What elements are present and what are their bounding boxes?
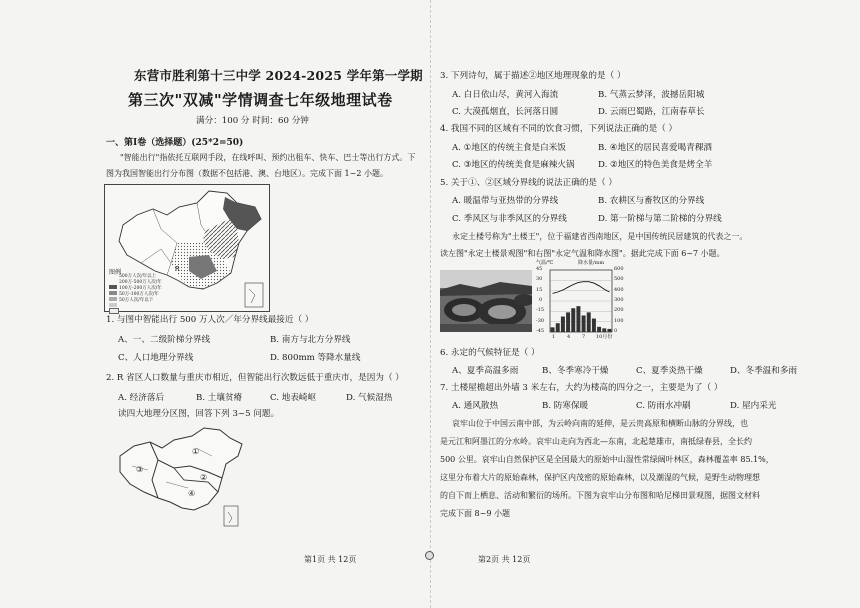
precip-bar xyxy=(556,323,560,332)
tulou-photo xyxy=(440,270,532,332)
temp-tick: -45 xyxy=(536,328,545,334)
passage-line: 哀牢山位于中国云南中部，为云岭向南的延伸，是云贵高原和横断山脉的分界线，也 xyxy=(452,419,748,428)
binding-hole xyxy=(425,551,434,560)
q4-option-a[interactable]: A. ①地区的传统主食是白米饭 xyxy=(452,143,566,153)
legend-label: 500万人次/年以上 xyxy=(119,274,157,279)
precip-bar xyxy=(602,328,606,332)
q2-option-a[interactable]: A. 经济落后 xyxy=(118,393,165,403)
intro-line-1: "智能出行"指依托互联网手段，在线呼叫、预约出租车、快车、巴士等出行方式。下 xyxy=(120,153,416,162)
section-title: 一、第Ⅰ卷（选择题）(25*2=50) xyxy=(106,138,244,148)
temp-tick: 45 xyxy=(536,266,543,272)
exam-title: 第三次"双减"学情调查七年级地理试卷 xyxy=(128,91,393,109)
precip-bar xyxy=(561,317,565,333)
precip-tick: 200 xyxy=(614,307,624,313)
left-footer: 第1页 共 12页 xyxy=(304,555,357,564)
exam-info: 满分：100 分 时间：60 分钟 xyxy=(196,116,309,126)
q5-option-d[interactable]: D. 第一阶梯与第二阶梯的分界线 xyxy=(598,214,722,224)
q2-option-d[interactable]: D. 气候湿热 xyxy=(346,393,393,403)
right-footer: 第2页 共 12页 xyxy=(478,555,531,564)
climate-chart xyxy=(536,262,636,346)
q1-option-b[interactable]: B. 南方与北方分界线 xyxy=(270,335,351,345)
svg-text:R: R xyxy=(175,265,180,273)
precip-bar xyxy=(582,315,586,332)
precip-tick: 400 xyxy=(614,287,624,293)
precip-tick: 100 xyxy=(614,318,624,324)
climate-svg xyxy=(536,262,636,346)
q7-option-b[interactable]: B. 防寒保暖 xyxy=(542,401,589,411)
temp-axis-label: 气温/℃ xyxy=(536,260,554,266)
precip-bar xyxy=(607,329,611,332)
precip-tick: 600 xyxy=(614,266,624,272)
temp-tick: -15 xyxy=(536,307,545,313)
q3-stem: 3. 下列诗句，属于描述②地区地理现象的是（ ） xyxy=(440,71,626,81)
q3-option-a[interactable]: A. 白日依山尽，黄河入海流 xyxy=(452,90,559,100)
passage-line: 这里分布着大片的原始森林，保护区内茂密的原始森林，以及潮湿的气候，是野生动物理想 xyxy=(440,473,760,482)
q5-option-c[interactable]: C. 季风区与非季风区的分界线 xyxy=(452,214,567,224)
temp-tick: 0 xyxy=(539,297,543,303)
precip-axis-label: 降水量/mm xyxy=(578,260,605,266)
region-label-2: ② xyxy=(200,473,208,482)
q4-option-c[interactable]: C. ③地区的传统美食是麻辣火锅 xyxy=(452,160,575,170)
precip-bar xyxy=(551,327,555,332)
legend-item xyxy=(109,300,169,306)
q5-option-b[interactable]: B. 农耕区与畜牧区的分界线 xyxy=(598,196,705,206)
month-tick: 1 xyxy=(552,334,556,340)
passage-line: 完成下面 8~9 小题 xyxy=(440,509,510,518)
precip-bar xyxy=(597,327,601,332)
intro-line-2: 图为我国智能出行分布图（数据不包括港、澳、台地区）。完成下面 1~2 小题。 xyxy=(106,169,388,178)
legend-swatch xyxy=(109,308,119,314)
q7-option-d[interactable]: D. 屋内采光 xyxy=(730,401,777,411)
q6-option-d[interactable]: D、冬季温和多雨 xyxy=(730,366,798,376)
q3-option-d[interactable]: D. 云雨巴蜀路，江南春草长 xyxy=(598,107,705,117)
legend-label: 50万-100万人次/年 xyxy=(119,292,159,297)
month-tick: 10月份 xyxy=(596,334,613,340)
q6-option-a[interactable]: A、夏季高温多雨 xyxy=(452,366,519,376)
region-label-4: ④ xyxy=(188,489,196,498)
precip-bar xyxy=(566,312,570,332)
school-title: 东营市胜利第十三中学 2024-2025 学年第一学期 xyxy=(134,68,423,83)
q1-option-c[interactable]: C、人口地理分界线 xyxy=(118,353,194,363)
month-tick: 7 xyxy=(582,334,586,340)
q4-option-d[interactable]: D. ②地区的特色美食是烤全羊 xyxy=(598,160,713,170)
temp-tick: -30 xyxy=(536,318,545,324)
legend-label: 200万-500万人次/年 xyxy=(119,280,162,285)
passage-line: 的自下而上栖息、活动和繁衍的场所。下图为哀牢山分布图和哈尼梯田景观图，据图文材料 xyxy=(440,491,760,500)
temperature-line xyxy=(553,282,610,294)
q3-option-c[interactable]: C. 大漠孤烟直，长河落日圆 xyxy=(452,107,559,117)
temp-tick: 30 xyxy=(536,276,543,282)
q4-stem: 4. 我国不同的区域有不同的饮食习惯，下列说法正确的是（ ） xyxy=(440,124,678,134)
q6-intro-line-1: 永定土楼号称为"土楼王"，位于福建省西南地区，是中国传统民居建筑的代表之一。 xyxy=(452,232,748,241)
four-regions-map xyxy=(112,426,246,530)
q1-stem: 1. 与图中智能出行 500 万人次／年分界线最接近（ ） xyxy=(106,315,314,325)
q6-stem: 6. 永定的气候特征是（ ） xyxy=(440,348,540,358)
q7-stem: 7. 土楼屋檐超出外墙 3 米左右，大约为楼高的四分之一，主要是为了（ ） xyxy=(440,383,723,393)
q7-option-a[interactable]: A. 通风散热 xyxy=(452,401,499,411)
precip-bar xyxy=(587,312,591,332)
q6-option-b[interactable]: B、冬季寒冷干燥 xyxy=(542,366,609,376)
precip-bar xyxy=(571,308,575,332)
fold-line xyxy=(430,0,432,608)
q7-option-c[interactable]: C. 防雨水冲刷 xyxy=(636,401,691,411)
passage-line: 500 公里。哀牢山自然保护区是全国最大的原始中山湿性常绿阔叶林区，森林覆盖率 85.1%， xyxy=(440,455,774,464)
precip-tick: 500 xyxy=(614,276,624,282)
q1-option-a[interactable]: A、一、二级阶梯分界线 xyxy=(118,335,211,345)
precip-tick: 300 xyxy=(614,297,624,303)
region-label-3: ③ xyxy=(136,465,144,474)
q3-option-b[interactable]: B. 气蒸云梦泽，波撼岳阳城 xyxy=(598,90,705,100)
q6-option-c[interactable]: C、夏季炎热干燥 xyxy=(636,366,703,376)
q5-option-a[interactable]: A. 暖温带与亚热带的分界线 xyxy=(452,196,559,206)
month-tick: 4 xyxy=(567,334,571,340)
china-smart-travel-map xyxy=(104,184,270,312)
q2-stem: 2. R 省区人口数量与重庆市相近，但智能出行次数远低于重庆市，是因为（ ） xyxy=(106,373,404,383)
legend-title: 图例 xyxy=(109,269,122,276)
q2-option-c[interactable]: C. 地表崎岖 xyxy=(270,393,317,403)
q3-intro: 读四大地理分区图，回答下列 3~5 问题。 xyxy=(118,409,280,419)
precip-tick: 0 xyxy=(614,328,618,334)
q2-option-b[interactable]: B. 土壤贫瘠 xyxy=(196,393,243,403)
q1-option-d[interactable]: D. 800mm 等降水量线 xyxy=(270,353,361,363)
region-label-1: ① xyxy=(192,447,200,456)
precip-bar xyxy=(592,319,596,332)
q6-intro-line-2: 读左图"永定土楼景观图"和右图"永定气温和降水图"。据此完成下面 6~7 小题。 xyxy=(440,249,725,258)
q5-stem: 5. 关于①、②区域分界线的说法正确的是（ ） xyxy=(440,178,617,188)
precip-bar xyxy=(576,306,580,332)
passage-line: 是元江和阿墨江的分水岭。哀牢山走向为西北—东南，北起楚雄市，南抵绿春县，全长约 xyxy=(440,437,752,446)
legend-label: 100万-200万人次/年 xyxy=(119,286,162,291)
legend-label: 50万人次/年以下 xyxy=(119,298,154,303)
temp-tick: 15 xyxy=(536,287,543,293)
q4-option-b[interactable]: B. ④地区的居民喜爱喝青稞酒 xyxy=(598,143,713,153)
map-legend xyxy=(109,269,169,306)
